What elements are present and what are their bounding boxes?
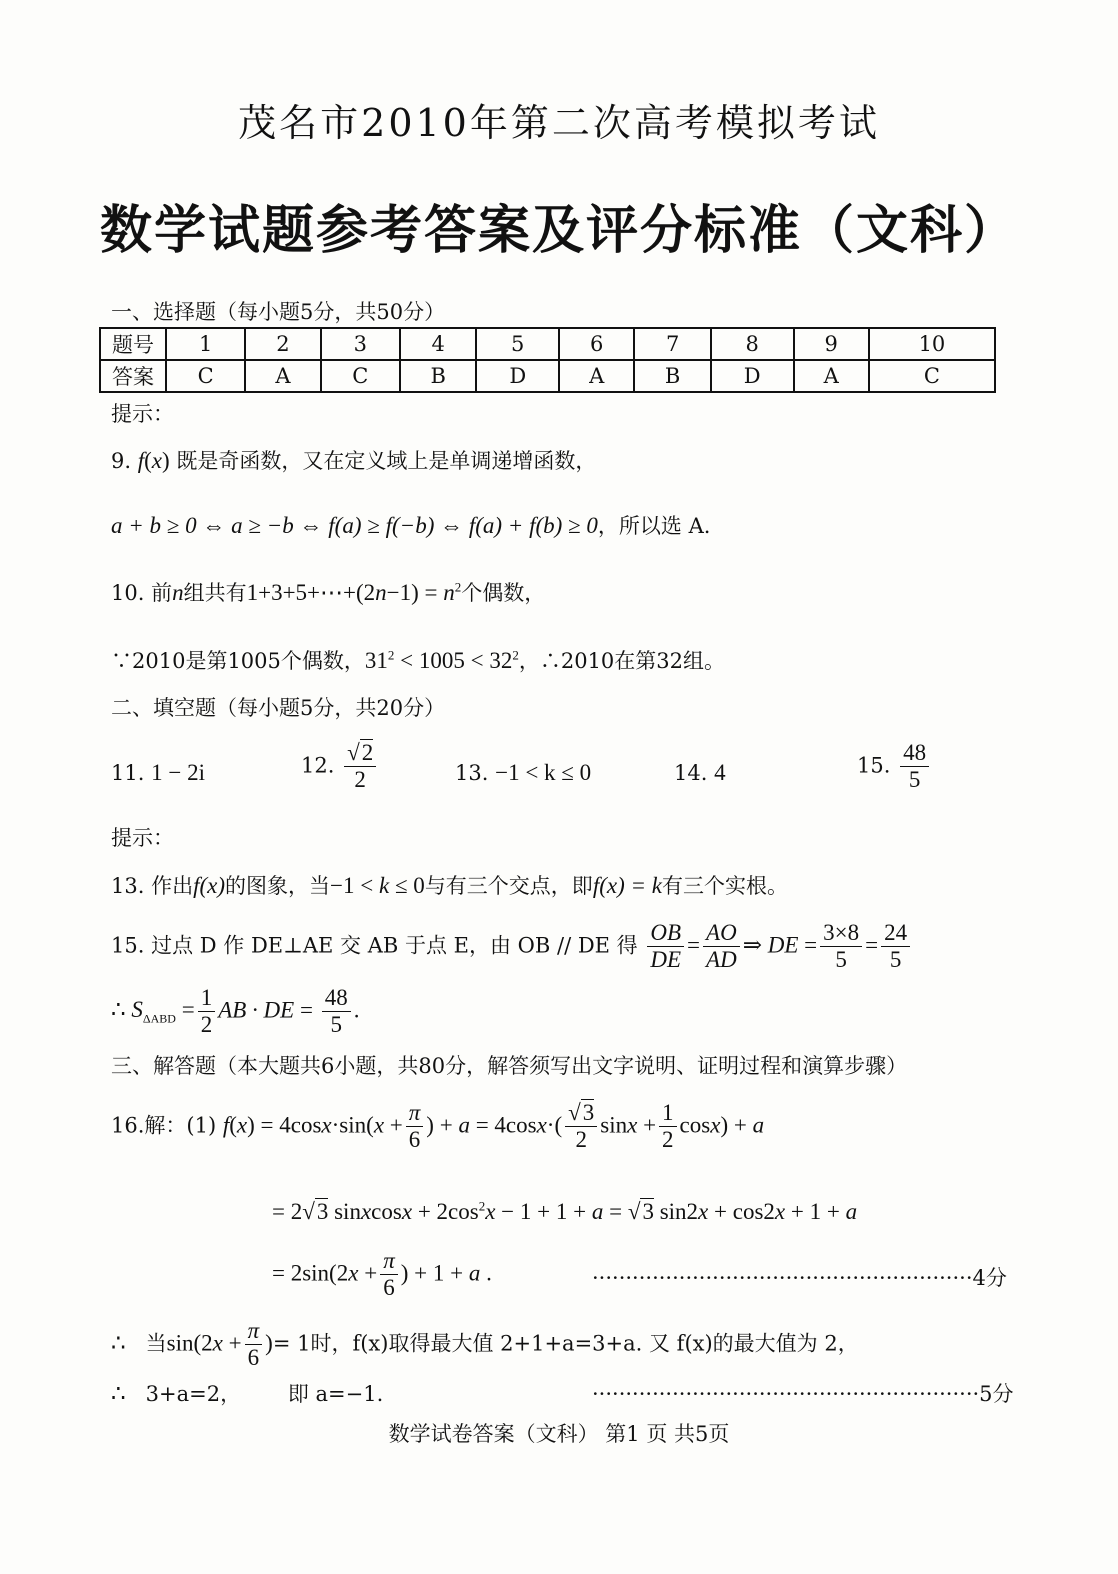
- q9-conclusion: ，所以选 A.: [597, 514, 711, 538]
- table-cell: A: [245, 360, 320, 392]
- score-line-1: [592, 1262, 1007, 1292]
- math-expression: f(x) = 4cosx·sin(x +: [222, 1112, 403, 1138]
- section3-heading: 三、解答题（本大题共6小题，共80分，解答须写出文字说明、证明过程和演算步骤）: [111, 1054, 908, 1078]
- text: = 1时，f(x)取得最大值 2+1+a=3+a. 又 f(x)的最大值为 2，: [272, 1331, 859, 1356]
- math: f(x) = k: [592, 873, 662, 898]
- math-expression: ∴ $S_{\Delta ABD}$ =: [111, 997, 195, 1027]
- table-cell: C: [321, 360, 400, 392]
- text: 即 a=−1.: [287, 1382, 384, 1406]
- dot-leader: ·························································: [592, 1266, 973, 1290]
- math-expression: = 2sin(2x +: [272, 1260, 378, 1286]
- table-cell: 10: [869, 328, 995, 360]
- q-number: 13.: [111, 874, 145, 898]
- q15-hint: 15. 过点 D 作 DE⊥AE 交 AB 于点 E，由 OB // DE 得 $\frac{OB}{DE}$ = $\frac{AO}{AD}$ ⇒ DE = $\frac{3\times 8}{5}$ = $\frac{24}{5}$: [111, 920, 913, 974]
- math: −1 < k ≤ 0: [330, 873, 425, 898]
- q9-text: 既是奇函数，又在定义域上是单调递增函数，: [176, 449, 597, 473]
- math: f(x): [193, 873, 226, 898]
- exam-title: 茂名市2010年第二次高考模拟考试: [238, 101, 880, 145]
- fraction: $\frac{AO}{AD}$: [703, 920, 740, 974]
- q-number: 12.: [301, 753, 335, 778]
- section1-heading: 一、选择题（每小题5分，共50分）: [111, 300, 446, 324]
- table-cell: 2: [245, 328, 320, 360]
- table-cell: B: [400, 360, 476, 392]
- score: 4分: [972, 1266, 1007, 1290]
- q-number: 13.: [455, 761, 489, 785]
- table-cell: 6: [559, 328, 634, 360]
- text: 2010是第1005个偶数，: [132, 649, 365, 673]
- score: 5分: [979, 1382, 1014, 1406]
- fill-answer-11: [111, 760, 205, 786]
- fraction: $\frac{√2}{2}$: [344, 740, 376, 794]
- q10-line1: [111, 577, 545, 607]
- math: f: [137, 448, 145, 473]
- q16-line3: = 2sin(2x + $\frac{\pi}{6}$ ) + 1 + a .: [272, 1248, 492, 1301]
- math-expression: 1+3+5+⋯+(2n−1) = $n^2$: [246, 579, 462, 605]
- q9-line2: [111, 510, 710, 540]
- q16-line2: [272, 1198, 857, 1225]
- fraction: $\frac{3\times 8}{5}$: [820, 920, 862, 974]
- math: (: [144, 448, 152, 473]
- fraction: $\frac{\pi}{6}$: [245, 1318, 263, 1372]
- therefore-symbol: ∴: [111, 1381, 126, 1406]
- fill-answer-15: [857, 740, 932, 794]
- score-line-2: [592, 1378, 1014, 1408]
- fraction: $\frac{\pi}{6}$: [406, 1100, 424, 1154]
- text: 组共有: [183, 581, 247, 605]
- answer-value: 4: [714, 760, 726, 785]
- table-cell: C: [166, 360, 245, 392]
- document-title: 数学试题参考答案及评分标准（文科）: [99, 200, 1018, 261]
- q15-area: ∴ $S_{\Delta ABD}$ = $\frac{1}{2}$ AB · DE = $\frac{48}{5}$ .: [111, 985, 360, 1038]
- table-cell: 1: [166, 328, 245, 360]
- math: n: [172, 580, 184, 605]
- therefore-symbol: ∴: [539, 649, 561, 673]
- q-number: 15.: [857, 753, 891, 778]
- q16-line4: ∴ 当sin(2x + $\frac{\pi}{6}$ )= 1时，f(x)取得最大值 2+1+a=3+a. 又 f(x)的最大值为 2，: [111, 1318, 859, 1371]
- table-cell: 8: [711, 328, 794, 360]
- table-cell: 3: [321, 328, 400, 360]
- table-row-numbers: [100, 328, 995, 360]
- text: 的图象，当: [225, 874, 331, 898]
- fraction: $\frac{24}{5}$: [881, 920, 910, 974]
- table-cell: B: [634, 360, 710, 392]
- text: 当: [145, 1331, 167, 1356]
- fraction: $\frac{\pi}{6}$: [380, 1248, 398, 1302]
- q13-hint: [111, 870, 788, 900]
- page-footer: 数学试卷答案（文科） 第1 页 共5页: [388, 1422, 730, 1446]
- q16-line1: 16.解：(1) f(x) = 4cosx·sin(x + $\frac{\pi}{6}$ ) + a = 4cosx·( $\frac{√3}{2}$ sinx + $\frac{1}{2}$ cosx) + a: [111, 1100, 765, 1153]
- q16-label: 16.解：(1): [111, 1113, 217, 1138]
- hint-label: 提示：: [111, 402, 174, 426]
- q-number: 15.: [111, 933, 145, 958]
- math: ): [162, 448, 170, 473]
- fraction: $\frac{1}{2}$: [659, 1100, 677, 1154]
- table-cell: A: [794, 360, 869, 392]
- math-expression: = 2√3 sinxcosx + $2\cos^2x - 1 + 1 + a = √3$ sin2x + cos2x + 1 + a: [272, 1198, 858, 1224]
- text: 3+a=2，: [145, 1382, 242, 1406]
- answer-value: 1 − 2i: [151, 760, 205, 785]
- answer-value: −1 < k ≤ 0: [495, 760, 592, 785]
- text: 作出: [151, 874, 194, 898]
- math-expression: $31^2 < 1005 < 32^2$: [364, 647, 519, 673]
- table-cell: 9: [794, 328, 869, 360]
- text: 个偶数，: [461, 581, 546, 605]
- table-row-answers: [100, 360, 995, 392]
- text: 2010在第32组。: [560, 649, 726, 673]
- fraction: $\frac{48}{5}$: [900, 740, 929, 794]
- because-symbol: ∵: [111, 649, 132, 673]
- table-cell: C: [869, 360, 995, 392]
- fill-answer-14: [674, 760, 726, 786]
- fraction: $\frac{√3}{2}$: [565, 1100, 597, 1154]
- fraction: $\frac{48}{5}$: [322, 985, 351, 1039]
- text: 前: [151, 581, 173, 605]
- text: 有三个实根。: [661, 874, 788, 898]
- text: 与有三个交点，即: [424, 874, 593, 898]
- fill-answer-13: [455, 760, 591, 786]
- table-cell: D: [711, 360, 794, 392]
- q9-number: 9.: [111, 449, 132, 473]
- fraction: $\frac{1}{2}$: [198, 985, 216, 1039]
- table-cell: D: [476, 360, 559, 392]
- q9-line1: [111, 445, 596, 475]
- math: x: [151, 448, 163, 473]
- hint-label-2: 提示：: [111, 826, 174, 850]
- fill-answer-12: [301, 740, 379, 794]
- row-label-number: 题号: [100, 328, 166, 360]
- q10-number: 10.: [111, 581, 145, 605]
- q-number: 14.: [674, 761, 708, 785]
- math-expression: a + b ≥ 0 ⇔ a ≥ −b ⇔ f(a) ≥ f(−b) ⇔ f(a) + f(b) ≥ 0: [111, 513, 598, 538]
- q-number: 11.: [111, 761, 145, 785]
- q16-line5: [111, 1378, 383, 1408]
- fraction: $\frac{OB}{DE}$: [647, 920, 684, 974]
- table-cell: 7: [634, 328, 710, 360]
- text: 过点 D 作 DE⊥AE 交 AB 于点 E，由 OB // DE 得: [151, 933, 638, 958]
- section2-heading: 二、填空题（每小题5分，共20分）: [111, 696, 446, 720]
- table-cell: 4: [400, 328, 476, 360]
- row-label-answer: 答案: [100, 360, 166, 392]
- therefore-symbol: ∴: [111, 1330, 126, 1356]
- answer-table: [99, 327, 996, 393]
- dot-leader: ··························································: [592, 1382, 980, 1406]
- table-cell: 5: [476, 328, 559, 360]
- table-cell: A: [559, 360, 634, 392]
- q10-line2: ∵2010是第1005个偶数，$31^2 < 1005 < 32^2$，∴2010在第32组。: [111, 647, 726, 673]
